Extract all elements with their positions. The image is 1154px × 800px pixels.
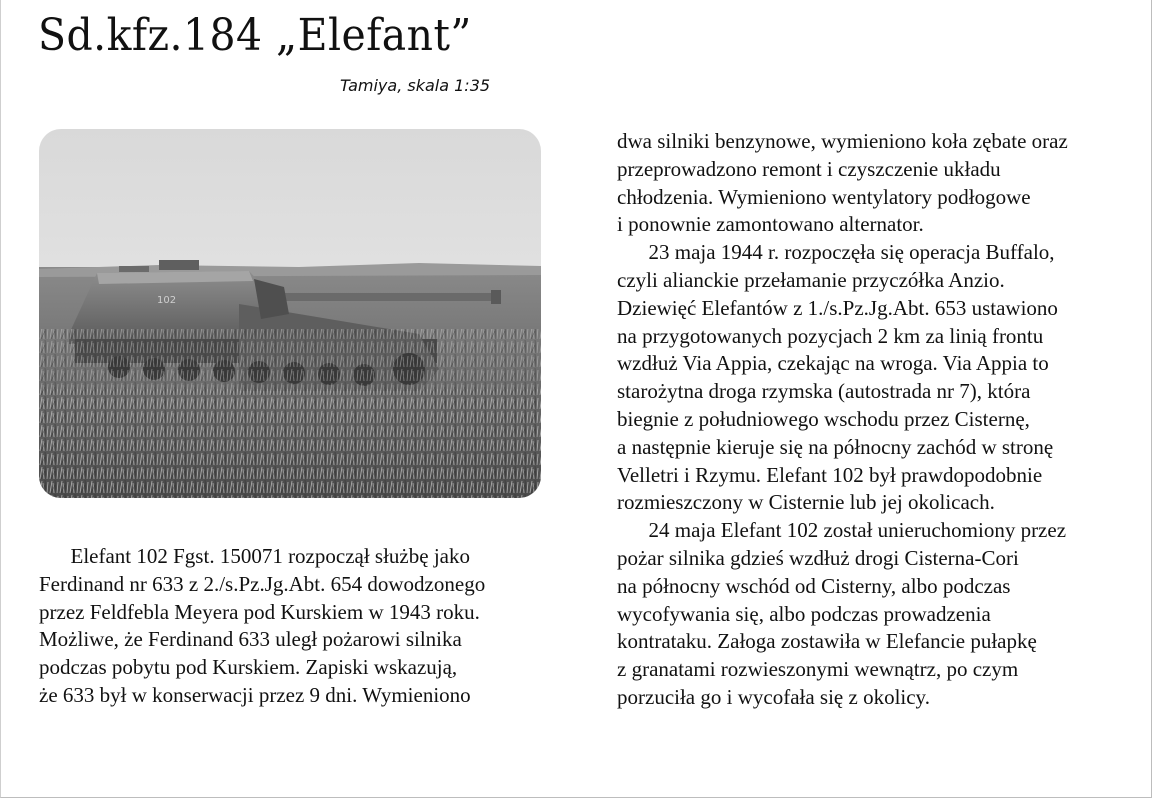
text-line: przez Feldfebla Meyera pod Kurskiem w 1943 roku. — [39, 599, 480, 624]
text-line: wycofywania się, albo podczas prowadzenia — [617, 601, 991, 626]
text-line: kontrataku. Załoga zostawiła w Elefancie pułapkę — [617, 629, 1037, 654]
left-text-column — [39, 543, 485, 710]
text-line: starożytna droga rzymska (autostrada nr 7), która — [617, 379, 1031, 404]
text-line: wzdłuż Via Appia, czekając na wroga. Via Appia to — [617, 351, 1049, 376]
text-line: na przygotowanych pozycjach 2 km za linią frontu — [617, 323, 1044, 348]
text-line: pożar silnika gdzieś wzdłuż drogi Cisterna-Cori — [617, 545, 1019, 570]
page-title: Sd.kfz.184 „Elefant” — [38, 10, 472, 61]
text-line: rozmieszczony w Cisternie lub jej okolicach. — [617, 490, 995, 515]
right-text-column — [617, 128, 1068, 712]
text-line: Dziewięć Elefantów z 1./s.Pz.Jg.Abt. 653 ustawiono — [617, 295, 1058, 320]
text-line: podczas pobytu pod Kurskiem. Zapiski wskazują, — [39, 655, 458, 680]
text-line: z granatami rozwieszonymi wewnątrz, po czym — [617, 657, 1019, 682]
text-line: czyli alianckie przełamanie przyczółka Anzio. — [617, 267, 1005, 292]
text-line: biegnie z południowego wschodu przez Cisternę, — [617, 406, 1030, 431]
text-line: Elefant 102 Fgst. 150071 rozpoczął służbę jako — [39, 544, 470, 568]
text-line: chłodzenia. Wymieniono wentylatory podłogowe — [617, 184, 1031, 209]
text-line: a następnie kieruje się na północny zachód w stronę — [617, 434, 1054, 459]
tank-photo-icon — [39, 129, 541, 498]
turret-number: 102 — [157, 295, 177, 306]
text-line: Ferdinand nr 633 z 2./s.Pz.Jg.Abt. 654 dowodzonego — [39, 571, 486, 596]
text-line: na północny wschód od Cisterny, albo podczas — [617, 573, 1011, 598]
text-line: Możliwe, że Ferdinand 633 uległ pożarowi silnika — [39, 627, 462, 652]
text-line: porzuciła go i wycofała się z okolicy. — [617, 684, 930, 709]
text-line: i ponownie zamontowano alternator. — [617, 212, 924, 237]
text-line: Velletri i Rzymu. Elefant 102 był prawdopodobnie — [617, 462, 1043, 487]
page-subtitle: Tamiya, skala 1:35 — [340, 76, 491, 95]
text-line: dwa silniki benzynowe, wymieniono koła zębate oraz — [617, 129, 1068, 153]
text-line: 23 maja 1944 r. rozpoczęła się operacja Buffalo, — [617, 240, 1055, 265]
text-line: przeprowadzono remont i czyszczenie układu — [617, 156, 1001, 181]
text-line: 24 maja Elefant 102 został unieruchomiony przez — [617, 518, 1067, 543]
text-line: że 633 był w konserwacji przez 9 dni. Wymieniono — [39, 682, 471, 707]
tank-photo — [39, 129, 541, 498]
